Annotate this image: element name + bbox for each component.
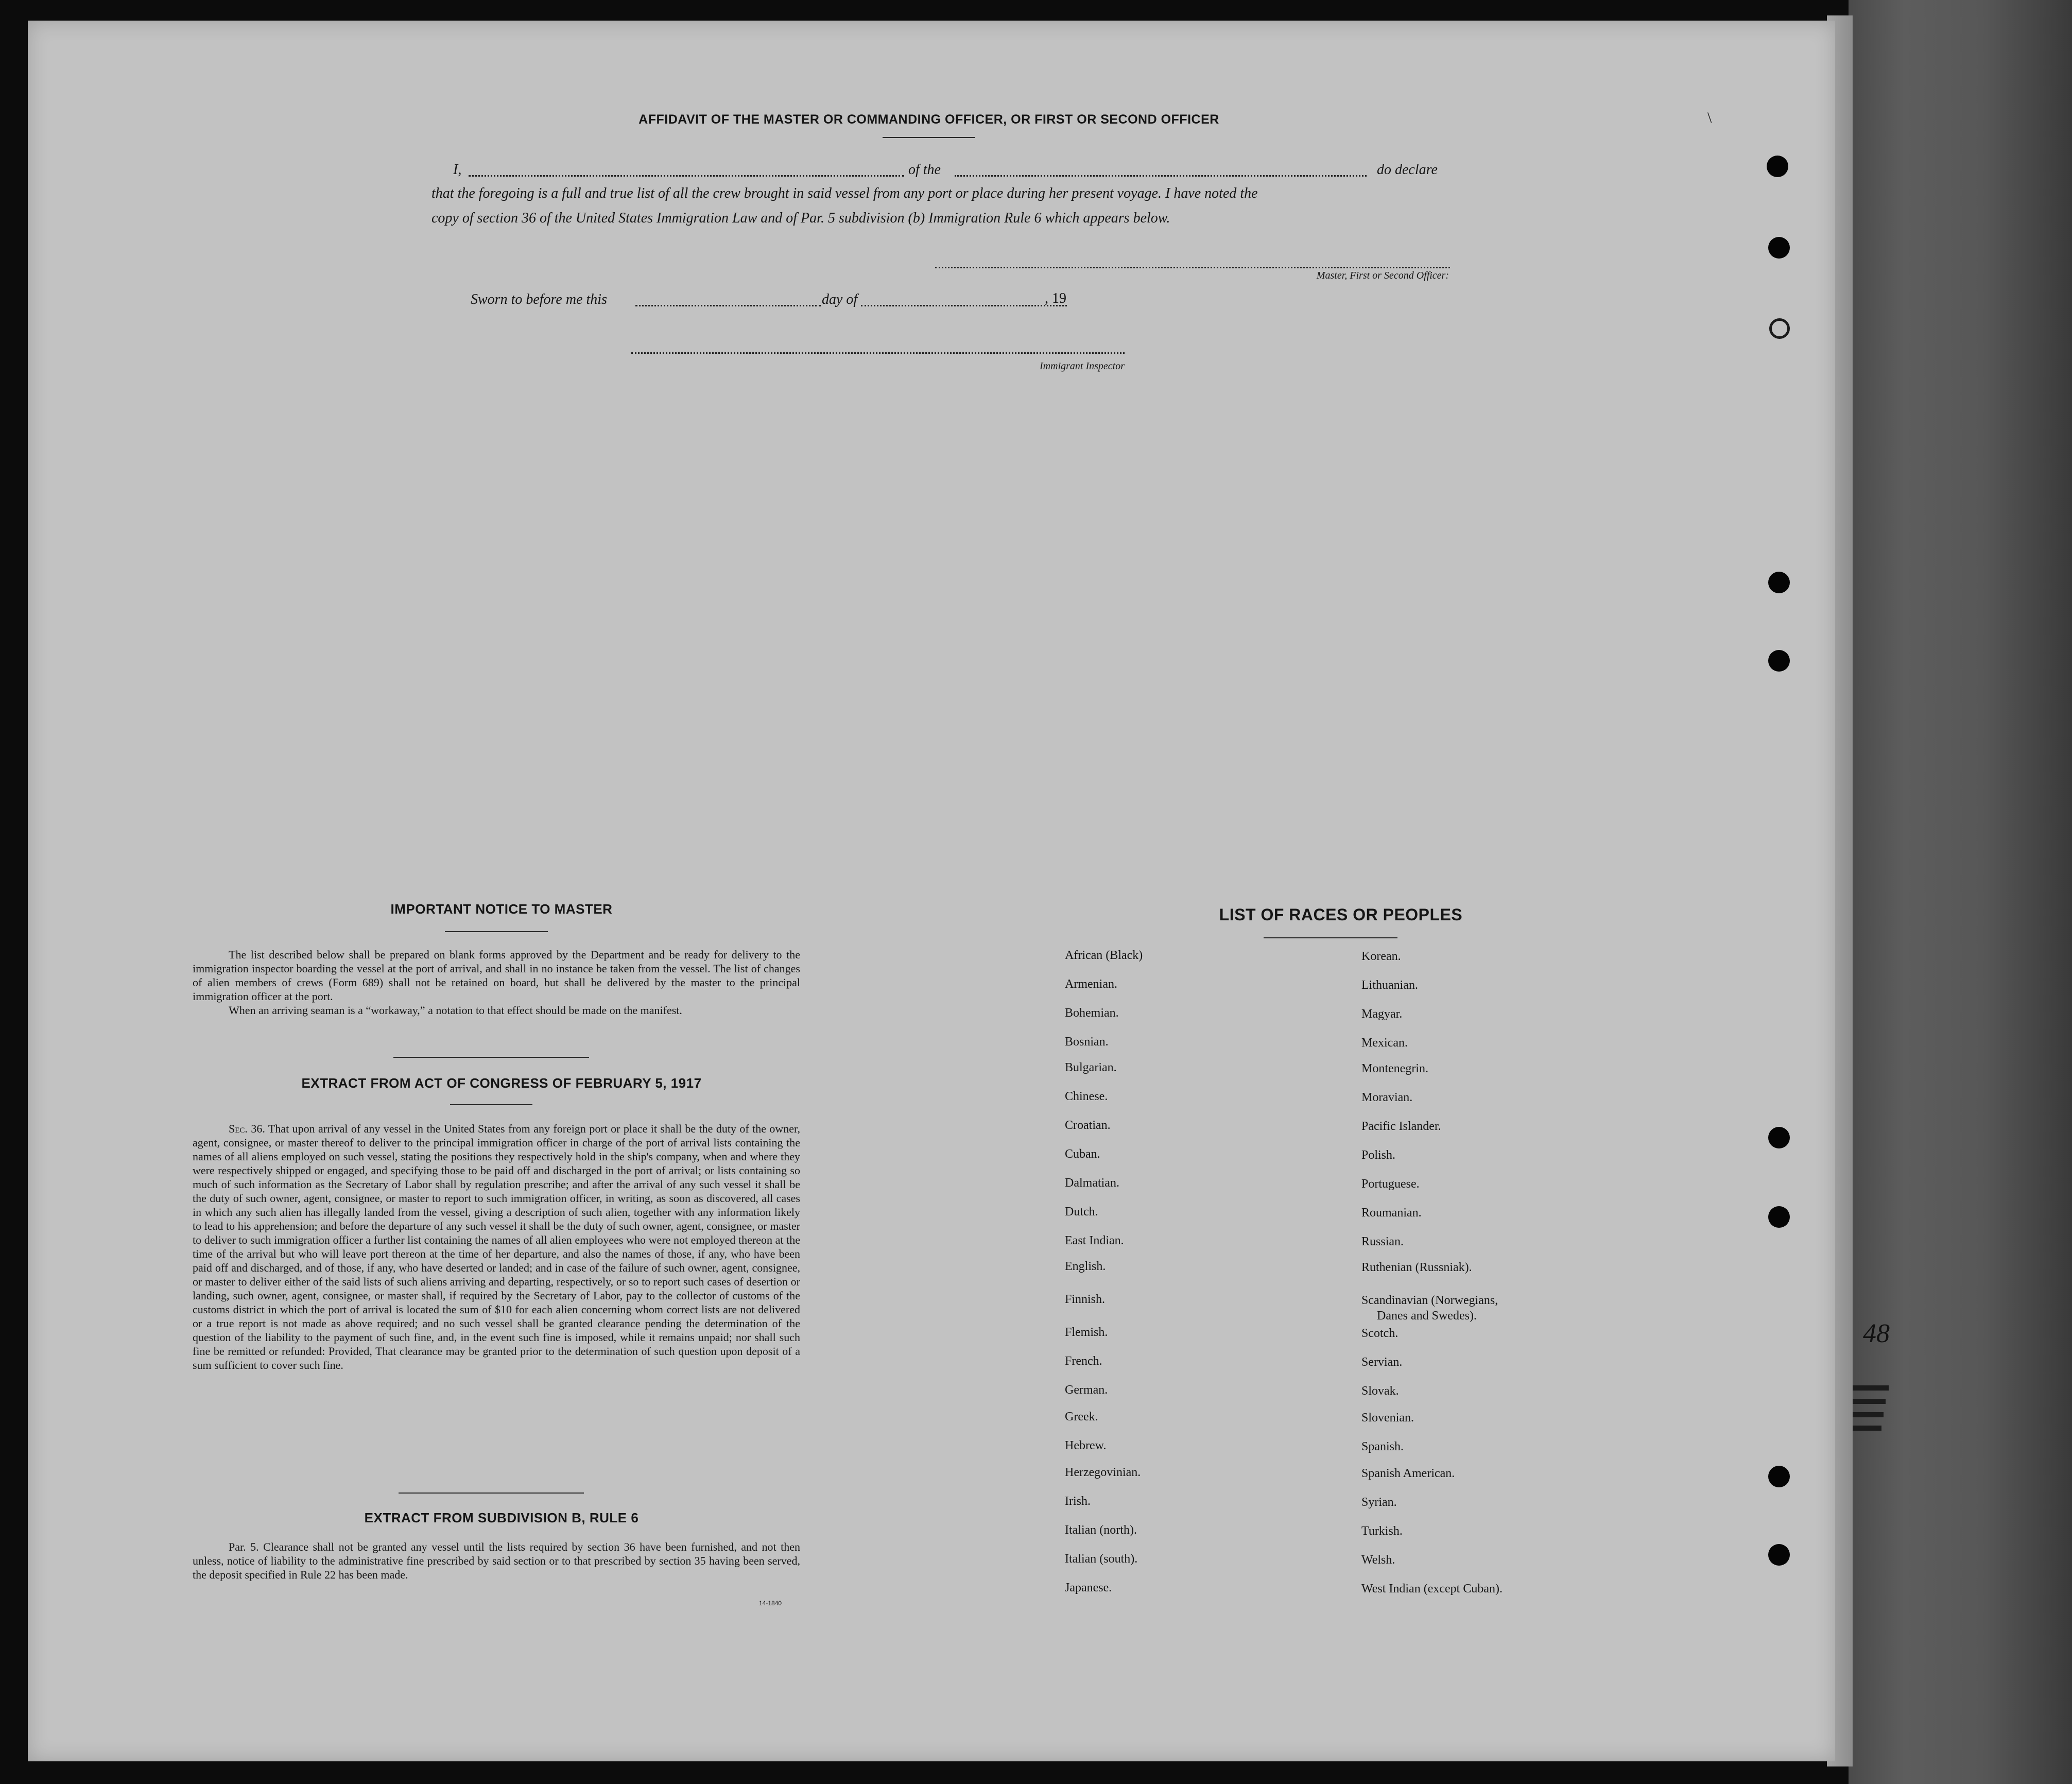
race-item: East Indian. [1065,1234,1124,1247]
race-item: Turkish. [1361,1524,1403,1538]
binder-hole [1768,1466,1790,1487]
sworn-month-blank [861,305,1067,306]
extract-rule-body [193,1540,800,1582]
document-page [28,21,1835,1761]
race-item: Armenian. [1065,977,1117,991]
margin-mark [1853,1412,1884,1417]
binder-hole [1768,237,1790,259]
inspector-label: Immigrant Inspector [1040,361,1125,372]
binder-hole [1768,1127,1790,1148]
race-item: Spanish American. [1361,1467,1455,1480]
race-item: Ruthenian (Russniak). [1361,1261,1472,1274]
scan-background-edge [1849,0,2072,1784]
race-item: Irish. [1065,1495,1091,1508]
race-item: Croatian. [1065,1119,1111,1132]
race-item: African (Black) [1065,949,1143,962]
extract-act-body [193,1122,800,1372]
affidavit-line3: copy of section 36 of the United States Immigration Law and of Par. 5 subdivision (b) Immigration Rule 6 which appears below. [431,210,1170,226]
race-item: French. [1065,1354,1102,1368]
master-signature-line [935,267,1450,268]
binder-hole [1768,1544,1790,1566]
race-item: English. [1065,1260,1106,1273]
notice-paragraph-2: When an arriving seaman is a “workaway,” a notation to that effect should be made on the manifest. [229,1004,682,1017]
race-item: Mexican. [1361,1036,1408,1050]
race-item: Portuguese. [1361,1177,1420,1191]
race-item: Italian (north). [1065,1523,1137,1537]
race-item: Scandinavian (Norwegians, [1361,1294,1498,1307]
races-title: LIST OF RACES OR PEOPLES [1219,905,1463,924]
handwritten-number: 48 [1863,1319,1890,1348]
extract-act-title: EXTRACT FROM ACT OF CONGRESS OF FEBRUARY 5, 1917 [301,1075,702,1091]
par-5-paragraph: Par. 5. Clearance shall not be granted any vessel until the lists required by section 36 have been furnished, and not then unless, notice of liability to the administrative fine prescribed by said section or to that prescribed by section 35 having been served, the deposit specified in Rule 22 has been made. [193,1540,800,1581]
race-item: Spanish. [1361,1440,1404,1453]
binder-hole [1768,572,1790,593]
sworn-prefix: Sworn to before me this [471,291,607,307]
margin-mark [1853,1426,1881,1431]
notice-paragraph-1: The list described below shall be prepared on blank forms approved by the Department and be ready for delivery to the immigration inspector boarding the vessel at the port of arrival, and shall in no instance be taken from the vessel. The list of changes of alien members of crews (Form 689) shall not be retained on board, but shall be delivered by the master to the principal immigration officer at the port. [193,948,800,1003]
binder-hole [1769,318,1790,339]
name-blank [469,175,904,177]
race-item: Greek. [1065,1410,1098,1423]
title-underline [883,137,975,138]
sworn-day-of: day of [822,291,858,307]
notice-title: IMPORTANT NOTICE TO MASTER [390,901,613,917]
section-rule [393,1057,589,1058]
race-item: Finnish. [1065,1293,1106,1306]
race-item: Japanese. [1065,1581,1112,1594]
race-item: Moravian. [1361,1091,1413,1104]
section-label: Sec. 36. [229,1122,265,1135]
race-item: Roumanian. [1361,1206,1422,1220]
race-item: Bulgarian. [1065,1061,1117,1074]
race-item: Polish. [1361,1148,1396,1162]
affidavit-i: I, [453,162,462,178]
binder-hole [1767,156,1788,177]
binder-hole [1768,1206,1790,1228]
race-item: Dutch. [1065,1205,1098,1219]
sworn-day-blank [635,305,821,306]
race-item: Italian (south). [1065,1552,1138,1566]
race-item: Dalmatian. [1065,1176,1119,1190]
binder-hole [1768,650,1790,672]
race-item: Pacific Islander. [1361,1120,1441,1133]
extract-act-rule [450,1104,532,1105]
section-36-paragraph [193,1122,800,1372]
race-item: Russian. [1361,1235,1404,1248]
race-item: West Indian (except Cuban). [1361,1582,1503,1596]
race-item: Hebrew. [1065,1439,1107,1452]
race-item: Korean. [1361,950,1401,963]
affidavit-of-the: of the [908,162,941,178]
races-column-1 [1065,948,1271,1609]
affidavit-do-declare: do declare [1377,162,1438,178]
race-item: Flemish. [1065,1326,1108,1339]
race-item: Herzegovinian. [1065,1466,1141,1479]
master-signature-label: Master, First or Second Officer: [1316,270,1449,281]
race-item: Syrian. [1361,1496,1397,1509]
race-item: Chinese. [1065,1090,1108,1103]
race-item: Bohemian. [1065,1006,1119,1020]
sworn-year: , 19 [1045,290,1066,306]
race-item: Servian. [1361,1356,1403,1369]
race-item: Slovak. [1361,1384,1399,1398]
race-item: Welsh. [1361,1553,1395,1567]
margin-mark [1853,1399,1886,1404]
races-rule [1264,937,1397,938]
race-item-continued: Danes and Swedes). [1377,1309,1477,1323]
extract-rule-title: EXTRACT FROM SUBDIVISION B, RULE 6 [364,1510,639,1525]
margin-tick: \ [1707,109,1712,126]
race-item: Cuban. [1065,1147,1100,1161]
affidavit-line2: that the foregoing is a full and true list of all the crew brought in said vessel from any port or place during her present voyage. I have noted the [431,185,1258,201]
race-item: Bosnian. [1065,1035,1109,1049]
section-36-text: That upon arrival of any vessel in the United States from any foreign port or place it shall be the duty of the owner, agent, consignee, or master thereof to deliver to the principal immigration officer in charge of the port of arrival lists containing the names of all aliens employed on such vessel, stating the positions they respectively hold in the ship's company, when and where they were respectively shipped or engaged, and specifying those to be paid off and discharged in the port of arrival; or lists containing so much of such information as the Secretary of Labor shall by regulation prescribe; and after the arrival of any such vessel it shall be the duty of such owner, agent, consignee, or master to report to such immigration officer, in writing, as soon as discovered, all cases in which any such alien has illegally landed from the vessel, giving a description of such alien, together with any information likely to lead to his apprehension; and before the departure of any such vessel it shall be the duty of such owner, agent, consignee, or master to deliver to such immigration officer a further list containing the names of all alien employees who were not employed thereon at the time of the arrival but who will leave port thereon at the time of her departure, and also the names of those, if any, who have been paid off and discharged, and of those, if any, who have deserted or landed; and in case of the failure of such owner, agent, consignee, or master to deliver either of the said lists of such aliens arriving and departing, respectively, or so to report such cases of desertion or landing, such owner, agent, consignee, or master shall, if required by the Secretary of Labor, pay to the collector of customs of the customs district in which the port of arrival is located the sum of $10 for each alien concerning whom correct lists are not delivered or a true report is not made as above required; and no such vessel shall be granted clearance pending the determination of the question of the liability to the payment of such fine, and, in the event such fine is imposed, while it remains unpaid; nor shall such fine be remitted or refunded: Provided, That clearance may be granted prior to the determination of such question upon deposit of a sum sufficient to cover such fine. [193,1122,801,1371]
inspector-signature-line [631,352,1125,354]
section-rule [399,1493,584,1494]
notice-rule [445,931,548,932]
notice-body [193,948,800,1017]
race-item: Montenegrin. [1361,1062,1428,1075]
margin-mark [1853,1385,1889,1391]
race-item: Slovenian. [1361,1411,1414,1425]
form-number: 14-1840 [759,1600,782,1607]
race-item: German. [1065,1383,1108,1397]
affidavit-title: AFFIDAVIT OF THE MASTER OR COMMANDING OFFICER, OR FIRST OR SECOND OFFICER [638,112,1219,127]
race-item: Magyar. [1361,1007,1403,1021]
race-item: Lithuanian. [1361,979,1418,992]
races-column-2 [1361,949,1629,1610]
vessel-blank [955,175,1367,177]
race-item: Scotch. [1361,1327,1398,1340]
